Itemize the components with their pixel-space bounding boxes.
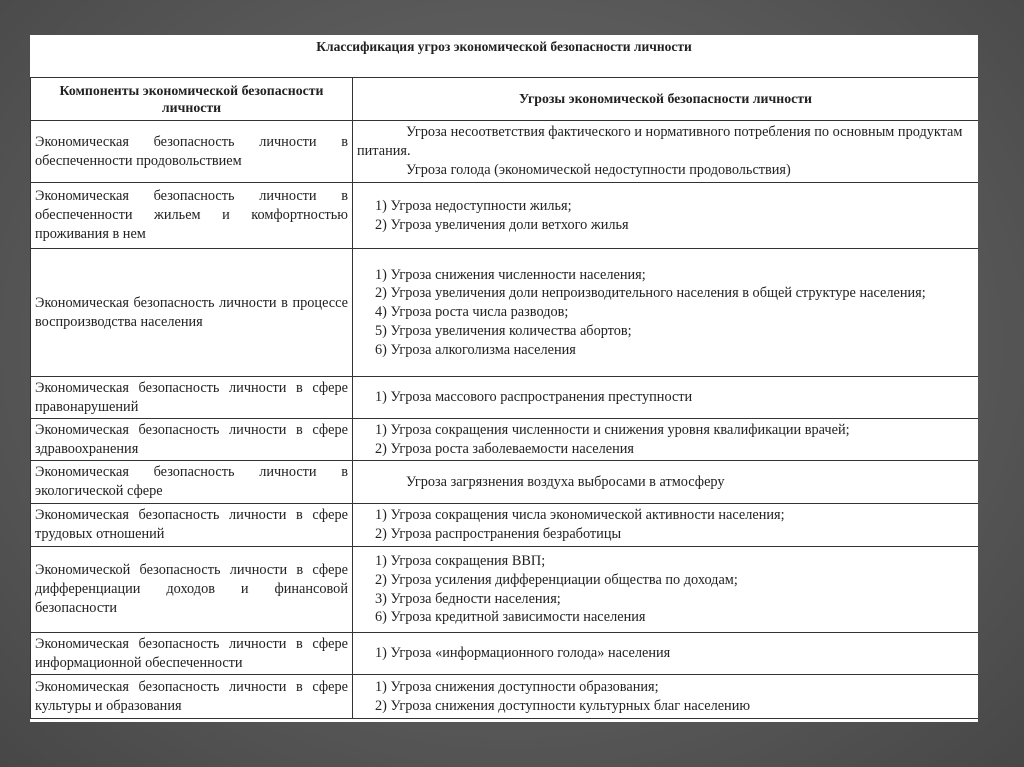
table-row xyxy=(31,183,979,249)
component-cell: Экономическая безопасность личности в сфере правонарушений xyxy=(31,377,353,419)
threats-cell xyxy=(353,461,979,504)
threat-item: 2) Угроза увеличения доли ветхого жилья xyxy=(375,216,629,233)
component-cell: Экономической безопасность личности в сфере дифференциации доходов и финансовой безопасности xyxy=(31,547,353,633)
threats-cell xyxy=(353,547,979,633)
threat-item: 1) Угроза сокращения ВВП; xyxy=(375,552,546,569)
table-header-row xyxy=(31,78,979,121)
threat-item: 1) Угроза снижения численности населения; xyxy=(375,266,646,283)
table-row xyxy=(31,419,979,461)
threat-item: Угроза загрязнения воздуха выбросами в атмосферу xyxy=(406,473,725,490)
threat-item: 1) Угроза сокращения числа экономической активности населения; xyxy=(375,507,785,524)
component-cell: Экономическая безопасность личности в сфере здравоохранения xyxy=(31,419,353,461)
document-page xyxy=(30,35,978,722)
threat-item: Угроза голода (экономической недоступности продовольствия) xyxy=(406,161,791,178)
threats-cell xyxy=(353,249,979,377)
table-row xyxy=(31,121,979,183)
table-row xyxy=(31,461,979,504)
threat-item: 2) Угроза распространения безработицы xyxy=(375,526,622,542)
threat-item: 5) Угроза увеличения количества абортов; xyxy=(375,322,632,339)
threats-cell xyxy=(353,504,979,547)
table-row xyxy=(31,633,979,675)
component-cell: Экономическая безопасность личности в процессе воспроизводства населения xyxy=(31,249,353,377)
table-title: Классификация угроз экономической безопасности личности xyxy=(316,39,692,54)
threat-item: 6) Угроза кредитной зависимости населения xyxy=(375,609,646,626)
component-cell: Экономическая безопасность личности в сфере информационной обеспеченности xyxy=(31,633,353,675)
threats-cell xyxy=(353,183,979,249)
table-row xyxy=(31,675,979,719)
threats-table xyxy=(30,77,978,719)
threat-item: 2) Угроза роста заболеваемости населения xyxy=(375,440,634,457)
threat-item: 1) Угроза «информационного голода» населения xyxy=(375,645,671,662)
table-row xyxy=(31,547,979,633)
threat-item: 1) Угроза недоступности жилья; xyxy=(375,197,572,214)
threats-cell xyxy=(353,419,979,461)
header-threats: Угрозы экономической безопасности личности xyxy=(353,78,979,121)
threat-item: 1) Угроза сокращения численности и снижения уровня квалификации врачей; xyxy=(375,421,850,438)
table-row xyxy=(31,249,979,377)
component-cell: Экономическая безопасность личности в обеспеченности жильем и комфортностью проживания в нем xyxy=(31,183,353,249)
threat-item: 3) Угроза бедности населения; xyxy=(375,590,561,607)
threats-cell xyxy=(353,377,979,419)
table-row xyxy=(31,377,979,419)
component-cell: Экономическая безопасность личности в обеспеченности продовольствием xyxy=(31,121,353,183)
threat-item: 2) Угроза усиления дифференциации общества по доходам; xyxy=(375,571,738,588)
component-cell: Экономическая безопасность личности в сфере культуры и образования xyxy=(31,675,353,719)
threat-item: 6) Угроза алкоголизма населения xyxy=(375,341,576,358)
threats-cell xyxy=(353,633,979,675)
table-row xyxy=(31,504,979,547)
header-components: Компоненты экономической безопасности личности xyxy=(31,78,353,121)
component-cell: Экономическая безопасность личности в экологической сфере xyxy=(31,461,353,504)
threat-item: 2) Угроза снижения доступности культурных благ населению xyxy=(375,697,751,714)
threat-item: 2) Угроза увеличения доли непроизводительного населения в общей структуре населения; xyxy=(375,285,926,302)
threat-item: 1) Угроза снижения доступности образования; xyxy=(375,678,659,695)
component-cell: Экономическая безопасность личности в сфере трудовых отношений xyxy=(31,504,353,547)
threat-item: 4) Угроза роста числа разводов; xyxy=(375,304,569,321)
threat-item: Угроза несоответствия фактического и нормативного потребления по основным продуктам питания. xyxy=(357,124,963,160)
threat-item: 1) Угроза массового распространения преступности xyxy=(375,389,693,406)
threats-cell xyxy=(353,121,979,183)
threats-cell xyxy=(353,675,979,719)
